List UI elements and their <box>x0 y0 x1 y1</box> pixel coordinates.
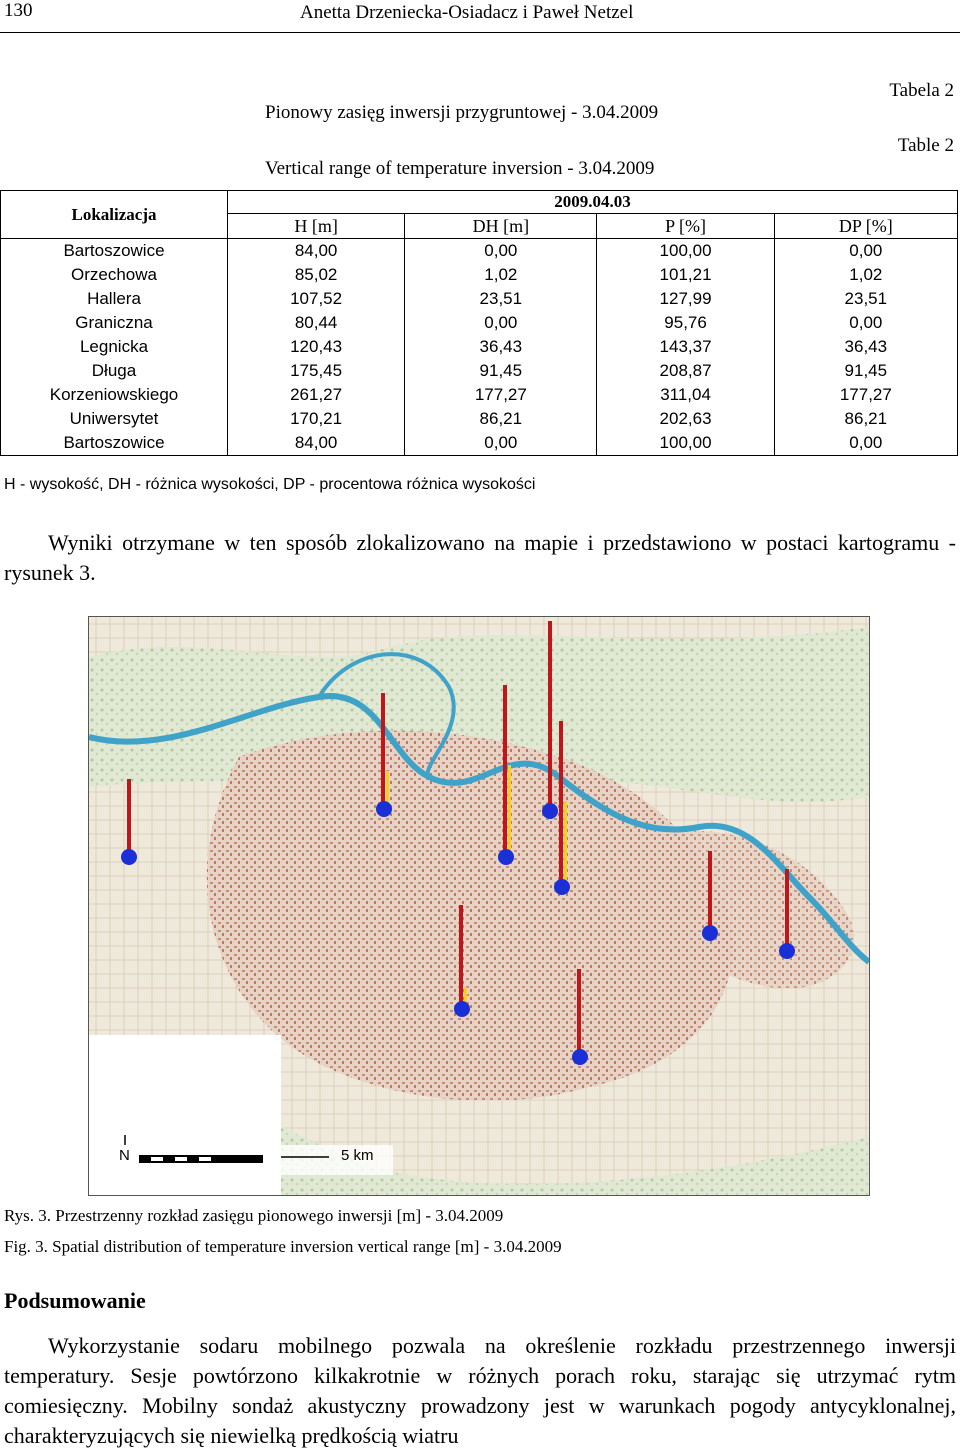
cell-value: 177,27 <box>405 383 597 407</box>
cell-value: 1,02 <box>774 263 957 287</box>
section-heading: Podsumowanie <box>4 1288 146 1313</box>
cell-value: 107,52 <box>228 287 405 311</box>
cell-location: Długa <box>1 359 228 383</box>
cell-value: 202,63 <box>597 407 774 431</box>
cell-value: 120,43 <box>228 335 405 359</box>
table-row <box>1 311 958 335</box>
table-body <box>1 239 958 456</box>
running-header: Anetta Drzeniecka-Osiadacz i Paweł Netzel <box>300 2 634 23</box>
table-label-en: Table 2 <box>897 135 954 156</box>
scale-bar-segment <box>175 1157 187 1161</box>
cell-value: 101,21 <box>597 263 774 287</box>
col-header-dh: DH [m] <box>405 214 597 239</box>
cell-value: 0,00 <box>774 311 957 335</box>
col-header-location: Lokalizacja <box>1 191 228 239</box>
cell-value: 175,45 <box>228 359 405 383</box>
table-caption-en: Vertical range of temperature inversion - 3.04.2009 <box>265 158 655 179</box>
date-header: 2009.04.03 <box>228 191 958 214</box>
cell-value: 261,27 <box>228 383 405 407</box>
table-row <box>1 263 958 287</box>
cell-value: 177,27 <box>774 383 957 407</box>
cell-value: 86,21 <box>405 407 597 431</box>
cell-value: 85,02 <box>228 263 405 287</box>
table-row <box>1 287 958 311</box>
inversion-table <box>0 190 958 456</box>
col-header-dp: DP [%] <box>774 214 957 239</box>
scale-bar-segment <box>151 1157 163 1161</box>
cell-value: 95,76 <box>597 311 774 335</box>
table-row <box>1 335 958 359</box>
cell-value: 86,21 <box>774 407 957 431</box>
table-label-pl: Tabela 2 <box>889 80 954 101</box>
cell-value: 36,43 <box>405 335 597 359</box>
cell-value: 0,00 <box>405 239 597 264</box>
table-row <box>1 239 958 264</box>
cell-value: 127,99 <box>597 287 774 311</box>
cell-value: 23,51 <box>774 287 957 311</box>
cell-location: Bartoszowice <box>1 239 228 264</box>
cell-value: 91,45 <box>774 359 957 383</box>
cell-value: 84,00 <box>228 431 405 456</box>
cell-value: 91,45 <box>405 359 597 383</box>
table-row <box>1 383 958 407</box>
map-figure <box>88 616 870 1196</box>
cell-location: Bartoszowice <box>1 431 228 456</box>
map-svg <box>89 617 869 1195</box>
cell-value: 0,00 <box>405 311 597 335</box>
table-caption-pl: Pionowy zasięg inwersji przygruntowej - 3.04.2009 <box>265 102 659 123</box>
col-header-p: P [%] <box>597 214 774 239</box>
cell-location: Uniwersytet <box>1 407 228 431</box>
figure-caption-pl: Rys. 3. Przestrzenny rozkład zasięgu pionowego inwersji [m] - 3.04.2009 <box>4 1206 504 1225</box>
cell-value: 208,87 <box>597 359 774 383</box>
figure-caption-en: Fig. 3. Spatial distribution of temperature inversion vertical range [m] - 3.04.2009 <box>4 1237 562 1256</box>
legend-area <box>89 1035 281 1195</box>
cell-location: Hallera <box>1 287 228 311</box>
cell-location: Orzechowa <box>1 263 228 287</box>
cell-value: 80,44 <box>228 311 405 335</box>
cell-location: Korzeniowskiego <box>1 383 228 407</box>
cell-value: 0,00 <box>774 239 957 264</box>
summary-paragraph <box>4 1331 956 1451</box>
cell-value: 0,00 <box>774 431 957 456</box>
header-rule <box>0 32 960 33</box>
cell-value: 100,00 <box>597 431 774 456</box>
body-paragraph-text: Wyniki otrzymane w ten sposób zlokalizowano na mapie i przedstawiono w postaci kartogramu - rysunek 3. <box>4 530 956 585</box>
col-header-h: H [m] <box>228 214 405 239</box>
cell-value: 84,00 <box>228 239 405 264</box>
north-arrow-label: N <box>119 1147 130 1164</box>
scale-bar-segment <box>199 1157 211 1161</box>
cell-location: Graniczna <box>1 311 228 335</box>
page-number: 130 <box>4 0 33 21</box>
body-paragraph <box>4 528 956 588</box>
table-row <box>1 407 958 431</box>
table-row <box>1 431 958 456</box>
summary-paragraph-text: Wykorzystanie sodaru mobilnego pozwala na określenie rozkładu przestrzennego inwersji temperatury. Sesje powtórzono kilkakrotnie w różnych porach roku, starając się utrzymać rytm comiesięczny. Mobilny sondaż akustyczny prowadzony jest w warunkach pogody antycyklonalnej, charakteryzujących się niewielką prędkością wiatru <box>4 1333 956 1448</box>
cell-value: 23,51 <box>405 287 597 311</box>
cell-value: 100,00 <box>597 239 774 264</box>
cell-value: 1,02 <box>405 263 597 287</box>
table-note: H - wysokość, DH - różnica wysokości, DP - procentowa różnica wysokości <box>4 476 536 493</box>
cell-value: 143,37 <box>597 335 774 359</box>
cell-value: 311,04 <box>597 383 774 407</box>
scale-label: 5 km <box>341 1147 374 1164</box>
cell-location: Legnicka <box>1 335 228 359</box>
cell-value: 0,00 <box>405 431 597 456</box>
table-row <box>1 359 958 383</box>
cell-value: 170,21 <box>228 407 405 431</box>
cell-value: 36,43 <box>774 335 957 359</box>
